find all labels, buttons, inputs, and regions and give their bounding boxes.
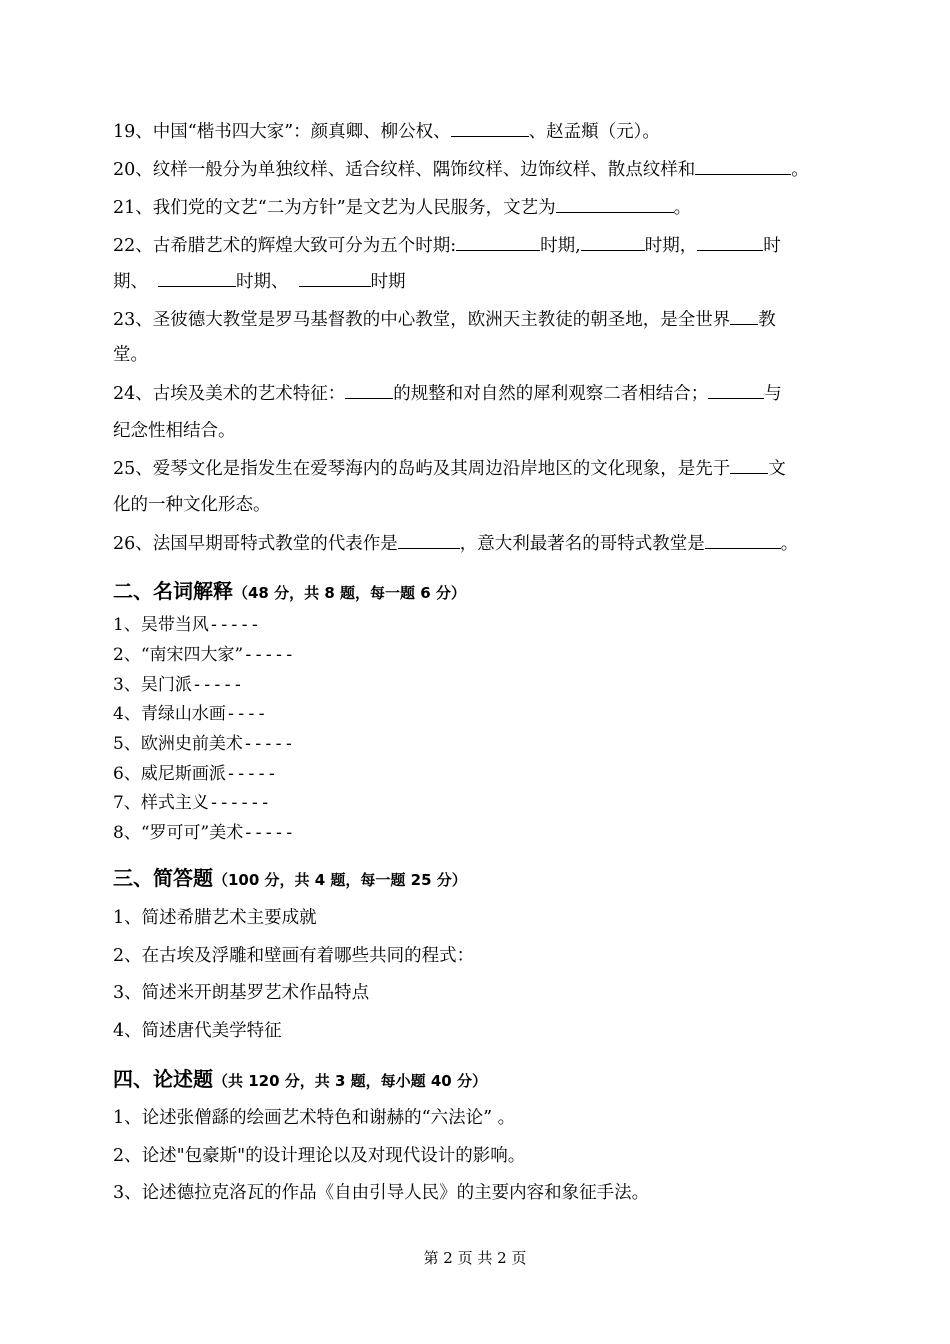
answer-blank xyxy=(556,195,674,213)
answer-blank xyxy=(345,381,393,399)
list-item: 1、吴带当风----- xyxy=(113,615,261,635)
question-22-continued: 期、 时期、 时期 xyxy=(113,269,843,294)
section-4-heading: 四、论述题（共 120 分，共 3 题，每小题 40 分） xyxy=(113,1067,487,1091)
answer-blank xyxy=(697,233,763,251)
answer-blank xyxy=(730,456,768,474)
question-24-continued: 纪念性相结合。 xyxy=(113,421,236,441)
section-3-heading: 三、简答题（100 分，共 4 题，每一题 25 分） xyxy=(113,866,467,890)
question-23-continued: 堂。 xyxy=(113,345,148,365)
answer-blank xyxy=(695,157,791,175)
answer-blank xyxy=(705,531,781,549)
answer-blank xyxy=(398,531,460,549)
list-item: 2、论述"包豪斯"的设计理论以及对现代设计的影响。 xyxy=(113,1146,526,1166)
list-item: 3、吴门派----- xyxy=(113,675,244,695)
answer-blank xyxy=(158,269,236,287)
question-25-continued: 化的一种文化形态。 xyxy=(113,495,271,515)
list-item: 6、威尼斯画派----- xyxy=(113,764,278,784)
question-23: 23、圣彼德大教堂是罗马基督教的中心教堂，欧洲天主教徒的朝圣地，是全世界 教 xyxy=(113,307,843,332)
list-item: 2、“南宋四大家”----- xyxy=(113,645,295,665)
question-24: 24、古埃及美术的艺术特征： 的规整和对自然的犀利观察二者相结合； 与 xyxy=(113,381,843,406)
question-22: 22、古希腊艺术的辉煌大致可分为五个时期: 时期, 时期， 时 xyxy=(113,233,843,258)
answer-blank xyxy=(451,119,529,137)
list-item: 3、简述米开朗基罗艺术作品特点 xyxy=(113,983,370,1003)
page-number: 第 2 页 共 2 页 xyxy=(423,1249,527,1267)
question-19: 19、中国“楷书四大家”：颜真卿、柳公权、 、赵孟頫（元）。 xyxy=(113,119,843,144)
question-25: 25、爱琴文化是指发生在爱琴海内的岛屿及其周边沿岸地区的文化现象，是先于 文 xyxy=(113,456,843,481)
list-item: 4、青绿山水画---- xyxy=(113,704,267,724)
question-26: 26、法国早期哥特式教堂的代表作是 ，意大利最著名的哥特式教堂是 。 xyxy=(113,531,843,556)
question-20: 20、纹样一般分为单独纹样、适合纹样、隅饰纹样、边饰纹样、散点纹样和 。 xyxy=(113,157,843,182)
answer-blank xyxy=(456,233,540,251)
answer-blank xyxy=(708,381,764,399)
list-item: 5、欧洲史前美术----- xyxy=(113,734,295,754)
list-item: 4、简述唐代美学特征 xyxy=(113,1021,282,1041)
list-item: 1、论述张僧繇的绘画艺术特色和谢赫的“六法论” 。 xyxy=(113,1108,516,1128)
answer-blank xyxy=(581,233,645,251)
answer-blank xyxy=(299,269,371,287)
list-item: 7、样式主义------ xyxy=(113,793,271,813)
list-item: 3、论述德拉克洛瓦的作品《自由引导人民》的主要内容和象征手法。 xyxy=(113,1183,650,1203)
list-item: 8、“罗可可”美术----- xyxy=(113,823,295,843)
question-21: 21、我们党的文艺“二为方针”是文艺为人民服务，文艺为 。 xyxy=(113,195,843,220)
list-item: 2、在古埃及浮雕和壁画有着哪些共同的程式： xyxy=(113,946,475,966)
answer-blank xyxy=(730,307,758,325)
section-2-heading: 二、名词解释（48 分，共 8 题，每一题 6 分） xyxy=(113,579,466,603)
list-item: 1、简述希腊艺术主要成就 xyxy=(113,908,317,928)
